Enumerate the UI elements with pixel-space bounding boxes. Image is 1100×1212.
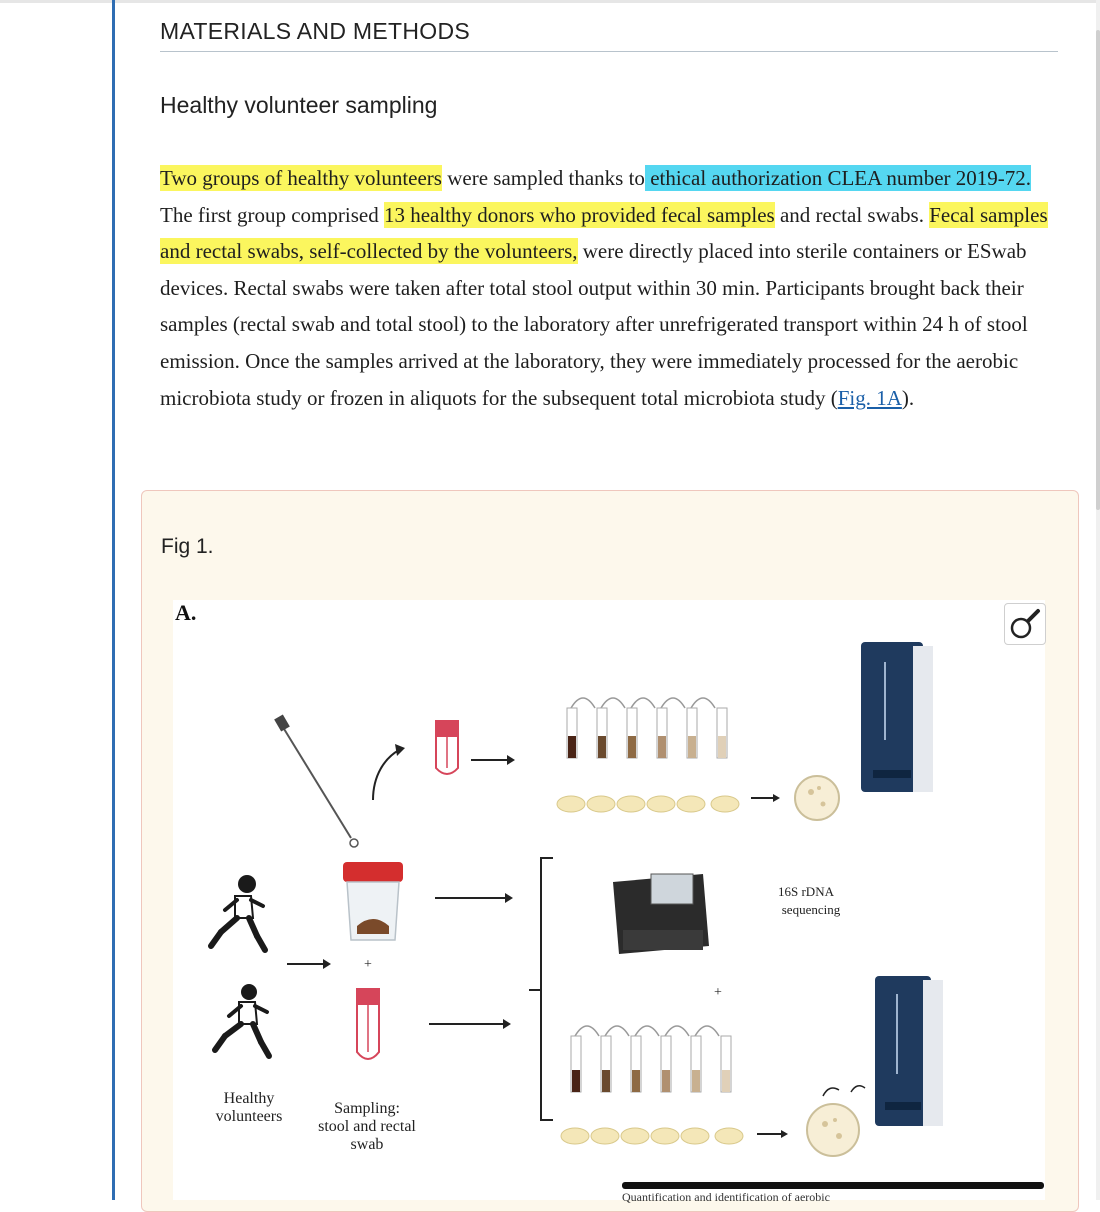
fig-1a-link[interactable]: Fig. 1A bbox=[837, 385, 902, 410]
scrollbar-thumb[interactable] bbox=[1096, 30, 1100, 510]
mass-spectrometer-icon bbox=[861, 642, 933, 792]
magnifier-icon bbox=[1005, 604, 1045, 644]
plus-sign: + bbox=[364, 957, 372, 972]
panel-label: A. bbox=[175, 600, 197, 625]
highlighted-text: Two groups of healthy volunteers bbox=[160, 166, 442, 190]
paragraph-text: The first group comprised bbox=[160, 202, 384, 227]
stool-container-icon bbox=[343, 862, 403, 940]
petri-dish-icon bbox=[807, 1104, 859, 1156]
runner-icon bbox=[215, 984, 269, 1056]
dilution-series-icon bbox=[567, 698, 727, 758]
panel-caption: Quantification and identification of aerobic bbox=[622, 1190, 830, 1204]
sequencing-label-line2: sequencing bbox=[781, 902, 841, 917]
eswab-tube-icon bbox=[356, 988, 380, 1059]
top-divider bbox=[0, 0, 1100, 3]
volunteers-label: Healthy volunteers bbox=[215, 1090, 283, 1125]
paragraph-text: and rectal swabs. bbox=[774, 202, 930, 227]
highlighted-text: 13 healthy donors who provided fecal samples bbox=[383, 202, 775, 227]
article-accent-bar bbox=[112, 0, 115, 1200]
runner-icon bbox=[211, 875, 265, 950]
methods-paragraph bbox=[160, 160, 1060, 416]
zoom-button[interactable] bbox=[1004, 603, 1046, 645]
swab-icon bbox=[274, 714, 358, 847]
sequencing-label-line1: 16S rDNA bbox=[778, 884, 834, 899]
arrow bbox=[751, 794, 780, 802]
section-title: MATERIALS AND METHODS bbox=[160, 18, 1058, 52]
subsection-title: Healthy volunteer sampling bbox=[160, 92, 438, 118]
eswab-tube-icon bbox=[435, 720, 459, 774]
arrow bbox=[851, 1086, 865, 1092]
highlighted-text: ethical authorization CLEA number 2019-72. bbox=[644, 166, 1032, 190]
paragraph-text: were directly placed into sterile containers or ESwab devices. Rectal swabs were taken after total stool output within 30 min. Participants brought back their samples (rectal swab and total stool) to the laboratory after unrefrigerated transport within 24 h of stool emission. Once the samples arrived at the laboratory, they were immediately processed for the aerobic microbiota study or frozen in aliquots for the subsequent total microbiota study ( bbox=[160, 239, 1028, 410]
figure-diagram bbox=[173, 600, 1045, 1200]
arrow bbox=[373, 750, 399, 800]
bracket bbox=[541, 858, 553, 1120]
paragraph-text: ). bbox=[901, 385, 915, 410]
petri-dish-icon bbox=[557, 796, 739, 812]
highlighted-text: Fecal samples and rectal swabs, self-collected by the volunteers, bbox=[160, 202, 1048, 264]
dilution-series-icon bbox=[571, 1026, 731, 1092]
arrow bbox=[823, 1088, 839, 1096]
arrow bbox=[757, 1130, 788, 1138]
arrow bbox=[429, 755, 515, 1029]
arrow-head bbox=[395, 744, 405, 756]
sequencer-icon bbox=[613, 874, 709, 954]
figure-label: Fig 1. bbox=[161, 535, 214, 558]
mass-spectrometer-icon bbox=[875, 976, 943, 1126]
petri-dish-icon bbox=[561, 1128, 743, 1144]
sampling-label: Sampling: stool and rectal swab bbox=[318, 1100, 416, 1153]
petri-dish-icon bbox=[795, 776, 839, 820]
plus-sign: + bbox=[714, 985, 722, 1000]
arrow bbox=[287, 959, 331, 969]
caption-divider bbox=[622, 1182, 1044, 1189]
paragraph-text: were sampled thanks to bbox=[441, 166, 645, 190]
